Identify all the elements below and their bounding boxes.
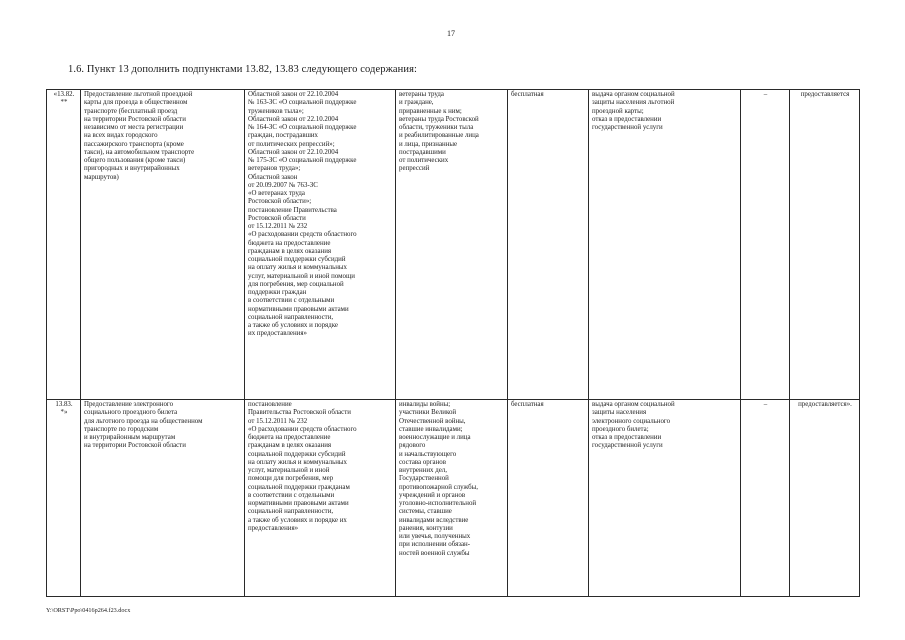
table-row (47, 90, 860, 400)
intro-paragraph: 1.6. Пункт 13 дополнить подпунктами 13.82, 13.83 следующего содержания: (68, 64, 418, 75)
service-name-cell: Предоставление льготной проездной карты для проезда в общественном транспорте (бесплатный проезд на территории Ростовской области независимо от места регистрации на всех видах городского пассажирского транспорта (кроме такси), на автомобильном транспорте общего пользования (кроме такси) пригородных и внутрирайонных маршрутов) (81, 90, 245, 400)
result-cell: выдача органом социальной защиты населения электронного социального проездного билета; отказ в предоставлении государственной услуги (589, 400, 741, 597)
recipients-cell: инвалиды войны; участники Великой Отечественной войны, ставшие инвалидами; военнослужащие и лица рядового и начальствующего состава органов внутренних дел, Государственной противопожарной службы, учреждений и органов уголовно-исполнительной системы, ставшие инвалидами вследствие ранения, контузии или увечья, полученных при исполнении обязан- ностей военной службы (396, 400, 508, 597)
dash-cell: – (741, 90, 790, 400)
services-table (46, 89, 860, 597)
legal-basis-cell: постановление Правительства Ростовской области от 15.12.2011 № 232 «О расходовании средств областного бюджета на предоставление гражданам в целях оказания социальной поддержки субсидий на оплату жилья и коммунальных услуг, материальной и иной помощи для погребения, мер социальной поддержки гражданам в соответствии с отдельными нормативными правовыми актами социальной направленности, а также об условиях и порядке их предоставления» (245, 400, 396, 597)
file-path-footer: Y:\ORST\Ppo\0416p264.f23.docx (46, 607, 131, 614)
legal-basis-cell: Областной закон от 22.10.2004 № 163-ЗС «О социальной поддержке тружеников тыла»; Областной закон от 22.10.2004 № 164-ЗС «О социальной поддержке граждан, пострадавших от политических репрессий»; Областной закон от 22.10.2004 № 175-ЗС «О социальной поддержке ветеранов труда»; Областной закон от 20.09.2007 № 763-ЗС «О ветеранах труда Ростовской области»; постановление Правительства Ростовской области от 15.12.2011 № 232 «О расходовании средств областного бюджета на предоставление гражданам в целях оказания социальной поддержки субсидий на оплату жилья и коммунальных услуг, материальной и иной помощи для погребения, мер социальной поддержки граждан в соответствии с отдельными нормативными правовыми актами социальной направленности, а также об условиях и порядке их предоставления» (245, 90, 396, 400)
service-name-cell: Предоставление электронного социального проездного билета для льготного проезда на общественном транспорте по городским и внутрирайонным маршрутам на территории Ростовской области (81, 400, 245, 597)
provision-cell: предоставляется». (790, 400, 860, 597)
payment-cell: бесплатная (508, 400, 589, 597)
result-cell: выдача органом социальной защиты населения льготной проездной карты; отказ в предоставлении государственной услуги (589, 90, 741, 400)
recipients-cell: ветераны труда и граждане, приравненные к ним; ветераны труда Ростовской области, труженики тыла и реабилитированные лица и лица, признанные пострадавшими от политических репрессий (396, 90, 508, 400)
page-number: 17 (447, 29, 455, 38)
provision-cell: предоставляется (790, 90, 860, 400)
table-row (47, 400, 860, 597)
row-number: «13.82. ** (47, 90, 81, 400)
payment-cell: бесплатная (508, 90, 589, 400)
row-number: 13.83. *» (47, 400, 81, 597)
dash-cell: – (741, 400, 790, 597)
